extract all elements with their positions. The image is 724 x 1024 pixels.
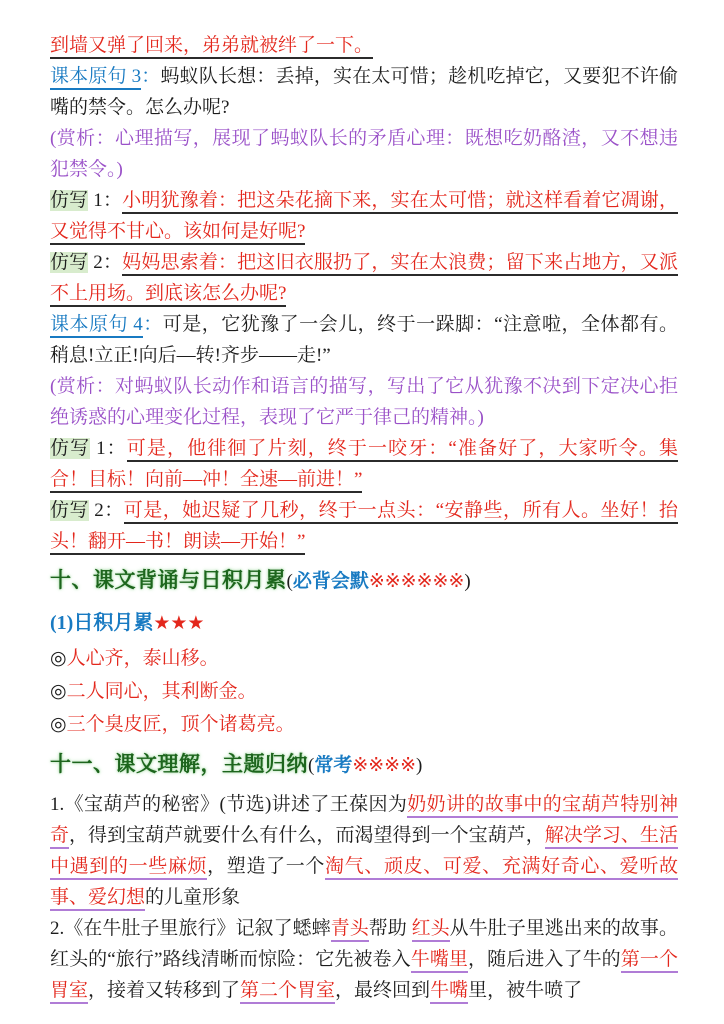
text-run: 1： [90, 438, 127, 459]
text-run: 仿写 [50, 252, 89, 273]
text-run: 可是，他徘徊了片刻，终于一咬牙：“准备好了，大家听令。集合！目标！向前—冲！全速—前进！” [50, 438, 678, 493]
text-run: 常考 [314, 755, 353, 776]
text-run: 里，被牛喷了 [468, 980, 583, 1001]
text-run: ： [141, 66, 161, 87]
text-run: 十一、课文理解，主题归纳 [50, 752, 308, 776]
text-run: 的儿童形象 [145, 887, 241, 908]
text-run: ( [286, 571, 293, 592]
text-run: 2.《在牛肚子里旅行》记叙了蟋蟀 [50, 918, 331, 939]
analysis-note-4 [50, 371, 678, 433]
text-run: 人心齐，泰山移。 [66, 648, 219, 669]
text-run: 课本原句 4 [50, 314, 143, 338]
text-run: (1)日积月累 [50, 612, 154, 634]
proverb-item-2 [50, 675, 678, 708]
text-run: ◎ [50, 648, 67, 669]
imitation-4-2 [50, 495, 678, 557]
analysis-note-3 [50, 123, 678, 185]
text-run: 仿写 [50, 190, 89, 211]
text-run: 解决学习、生活中遇到的一些麻烦 [50, 825, 678, 880]
text-run: 十、课文背诵与日积月累 [50, 568, 287, 592]
text-run: 第二个胃室 [240, 980, 335, 1004]
text-run: 2： [89, 500, 124, 521]
text-run: 淘气、顽皮、可爱、充满好奇心、爱听故事、爱幻想 [50, 856, 678, 911]
text-run: 可是，它犹豫了一会儿，终于一跺脚：“注意啦，全体都有。稍息!立正!向后—转!齐步——走!” [50, 314, 678, 366]
text-run: 牛嘴 [430, 980, 468, 1004]
text-run: ： [142, 314, 163, 335]
summary-item-2 [50, 913, 678, 1006]
text-run: 仿写 [50, 438, 91, 459]
daily-accumulation-subheading [50, 607, 678, 640]
text-run: 帮助 [368, 918, 412, 939]
text-run: 蚂蚁队长想：丢掉，实在太可惜；趁机吃掉它，又要犯不许偷嘴的禁令。怎么办呢? [50, 66, 678, 118]
summary-item-1 [50, 789, 678, 913]
text-run: ) [464, 571, 471, 592]
text-run: ，接着又转移到了 [88, 980, 241, 1001]
text-run: ，塑造了一个 [207, 856, 326, 877]
imitation-4-1 [50, 433, 678, 495]
text-run: 1： [88, 190, 123, 211]
section-10-heading [50, 563, 678, 599]
text-run: 仿写 [50, 500, 89, 521]
text-run: 二人同心，其利断金。 [66, 681, 257, 702]
proverb-item-1 [50, 642, 678, 675]
text-run: 从牛肚子里逃出来的故事。红头的“旅行”路线清晰而惊险：它先被卷入 [50, 918, 678, 970]
document-body [50, 30, 678, 1006]
text-run: ★★★ [153, 613, 205, 634]
text-run: 课本原句 3 [50, 66, 141, 90]
text-run: 青头 [331, 918, 369, 942]
text-run: ◎ [50, 681, 67, 702]
text-run: ) [416, 755, 423, 776]
text-run: (赏析：对蚂蚁队长动作和语言的描写，写出了它从犹豫不决到下定决心拒绝诱惑的心理变化过程，表现了它严于律己的精神。) [50, 376, 678, 428]
section-11-heading [50, 747, 678, 783]
text-run: (赏析：心理描写，展现了蚂蚁队长的矛盾心理：既想吃奶酪渣，又不想违犯禁令。) [50, 128, 678, 180]
textbook-sentence-4 [50, 309, 678, 371]
carryover-sentence [50, 30, 678, 61]
text-run: 三个臭皮匠，顶个诸葛亮。 [66, 714, 295, 735]
text-run: ，得到宝葫芦就要什么有什么，而渴望得到一个宝葫芦， [69, 825, 545, 846]
text-run: 第一个胃室 [50, 949, 678, 1004]
text-run: 2： [88, 252, 123, 273]
text-run: 妈妈思索着：把这旧衣服扔了，实在太浪费；留下来占地方，又派不上用场。到底该怎么办呢? [50, 252, 678, 307]
textbook-sentence-3 [50, 61, 678, 123]
text-run: 到墙又弹了回来，弟弟就被绊了一下。 [50, 35, 373, 59]
text-run: ，最终回到 [335, 980, 431, 1001]
text-run: 牛嘴里 [411, 949, 468, 973]
text-run: 奶奶讲的故事中的宝葫芦特别神奇 [50, 794, 678, 849]
text-run: ◎ [50, 714, 67, 735]
proverb-item-3 [50, 708, 678, 741]
text-run: 1.《宝葫芦的秘密》(节选)讲述了王葆因为 [50, 794, 408, 815]
text-run: ※※※※ [352, 755, 417, 776]
text-run: 红头 [412, 918, 450, 942]
imitation-3-1 [50, 185, 678, 247]
text-run: ，随后进入了牛的 [468, 949, 621, 970]
text-run: ※※※※※※ [368, 571, 465, 592]
text-run: 小明犹豫着：把这朵花摘下来，实在太可惜；就这样看着它凋谢，又觉得不甘心。该如何是好呢? [50, 190, 678, 245]
text-run: 必背会默 [292, 571, 369, 592]
text-run: ( [308, 755, 315, 776]
imitation-3-2 [50, 247, 678, 309]
text-run: 可是，她迟疑了几秒，终于一点头：“安静些，所有人。坐好！抬头！翻开—书！朗读—开始！” [50, 500, 678, 555]
